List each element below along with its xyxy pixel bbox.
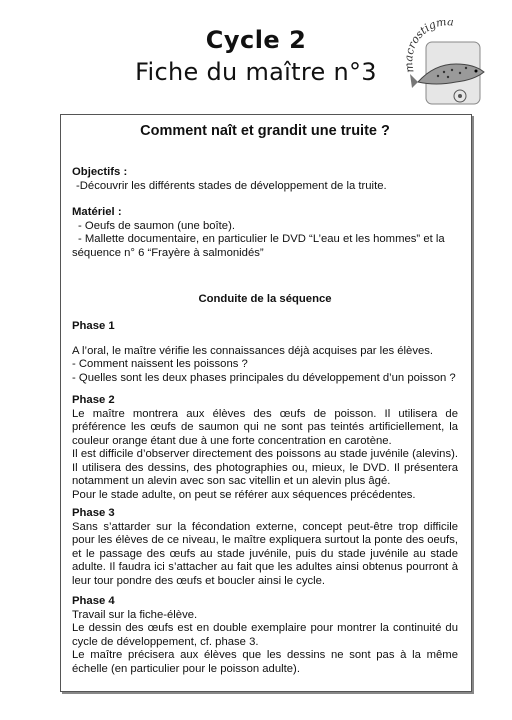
sequence-heading: Conduite de la séquence — [198, 293, 332, 305]
phase-1-section — [72, 320, 458, 385]
materials-item-2-continued: séquence n° 6 “Frayère à salmonidés” — [72, 246, 264, 259]
objectives-line: -Découvrir les différents stades de développement de la truite. — [76, 179, 387, 192]
materials-section — [72, 206, 458, 260]
cycle-heading: Cycle 2 — [205, 26, 307, 54]
phase-2-paragraph-1: Le maître montrera aux élèves des œufs de poisson. Il utilisera de préférence les œufs de saumon qui ne sont pas teintés artificiellement, la couleur orange étant due à une forte concentration en carotène. — [72, 407, 458, 447]
objectives-section — [72, 166, 458, 193]
phase-4-line-1: Travail sur la fiche-élève. — [72, 608, 198, 621]
logo-text: crostigma — [404, 20, 455, 56]
materials-label: Matériel : — [72, 206, 122, 218]
phase-4-section — [72, 595, 458, 676]
trout-logo-icon — [404, 20, 488, 110]
phase-2-section — [72, 394, 458, 502]
phase-2-label: Phase 2 — [72, 394, 115, 406]
sheet-title: Fiche du maître n°3 — [135, 58, 377, 86]
materials-item-2: - Mallette documentaire, en particulier le DVD “L’eau et les hommes” et la — [78, 233, 445, 245]
phase-3-label: Phase 3 — [72, 507, 115, 519]
phase-1-question-1: - Comment naissent les poissons ? — [72, 358, 248, 370]
phase-1-intro: A l’oral, le maître vérifie les connaissances déjà acquises par les élèves. — [72, 344, 434, 357]
objectives-label: Objectifs : — [72, 166, 128, 178]
phase-4-paragraph-2: Le maître précisera aux élèves que les dessins ne sont pas à la même échelle (en particulier pour le poisson adulte). — [72, 649, 458, 675]
phase-1-question-2: - Quelles sont les deux phases principales du développement d’un poisson ? — [72, 371, 456, 384]
document-title: Comment naît et grandit une truite ? — [140, 123, 390, 139]
phase-3-paragraph: Sans s’attarder sur la fécondation externe, concept peut-être trop difficile pour les élèves de ce niveau, le maître expliquera surtout la ponte des oeufs, et le passage des œufs au stade juvénile, puis du stade juvénile au stade adulte. Il faudra ici s’attacher au fait que les adultes ainsi obtenus pourront à leur tour pondre des œufs et boucler ainsi le cycle. — [72, 520, 458, 587]
materials-item-1: - Oeufs de saumon (une boîte). — [78, 219, 235, 232]
phase-1-label: Phase 1 — [72, 320, 115, 332]
phase-4-paragraph-1: Le dessin des œufs est en double exemplaire pour montrer la continuité du cycle de développement, cf. phase 3. — [72, 622, 458, 648]
phase-2-paragraph-3: Pour le stade adulte, on peut se référer aux séquences précédentes. — [72, 488, 416, 501]
macrostigma-logo — [404, 20, 488, 110]
phase-4-label: Phase 4 — [72, 595, 115, 607]
phase-2-paragraph-2: Il est difficile d’observer directement des poissons au stade juvénile (alevins). Il utilisera des dessins, des photographies ou, mieux, le DVD. Il présentera notamment un alevin avec son sac vitellin et un alevin plus âgé. — [72, 448, 458, 487]
phase-3-section — [72, 507, 458, 588]
